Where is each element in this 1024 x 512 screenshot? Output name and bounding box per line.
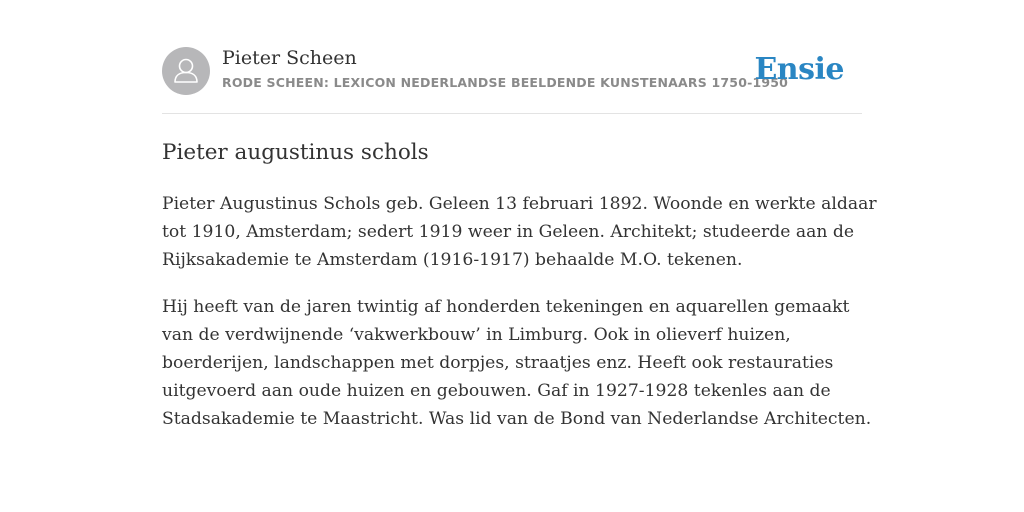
- author-name[interactable]: Pieter Scheen: [222, 47, 357, 69]
- avatar[interactable]: [162, 47, 210, 95]
- text-line: van de verdwijnende ‘vakwerkbouw’ in Limburg. Ook in olieverf huizen,: [162, 325, 791, 345]
- header-divider: [162, 113, 862, 114]
- text-line: tot 1910, Amsterdam; sedert 1919 weer in Geleen. Architekt; studeerde aan de: [162, 222, 855, 242]
- entry-body: [162, 190, 877, 452]
- text-line: uitgevoerd aan oude huizen en gebouwen. Gaf in 1927-1928 tekenles aan de: [162, 381, 831, 401]
- text-line: Pieter Augustinus Schols geb. Geleen 13 februari 1892. Woonde en werkte aldaar: [162, 194, 877, 214]
- paragraph-2: [162, 293, 872, 433]
- text-line: Hij heeft van de jaren twintig af honderden tekeningen en aquarellen gemaakt: [162, 297, 850, 317]
- brand-logo[interactable]: Ensie: [754, 52, 844, 87]
- text-line: boerderijen, landschappen met dorpjes, straatjes enz. Heeft ook restauraties: [162, 353, 834, 373]
- entry-header: [162, 46, 862, 96]
- user-silhouette-icon: [162, 47, 210, 95]
- paragraph-1: [162, 190, 877, 274]
- text-line: Stadsakademie te Maastricht. Was lid van de Bond van Nederlandse Architecten.: [162, 409, 872, 429]
- text-line: Rijksakademie te Amsterdam (1916-1917) behaalde M.O. tekenen.: [162, 250, 743, 270]
- source-title[interactable]: RODE SCHEEN: LEXICON NEDERLANDSE BEELDENDE KUNSTENAARS 1750-1950: [222, 75, 789, 90]
- entry-title: Pieter augustinus schols: [162, 140, 429, 165]
